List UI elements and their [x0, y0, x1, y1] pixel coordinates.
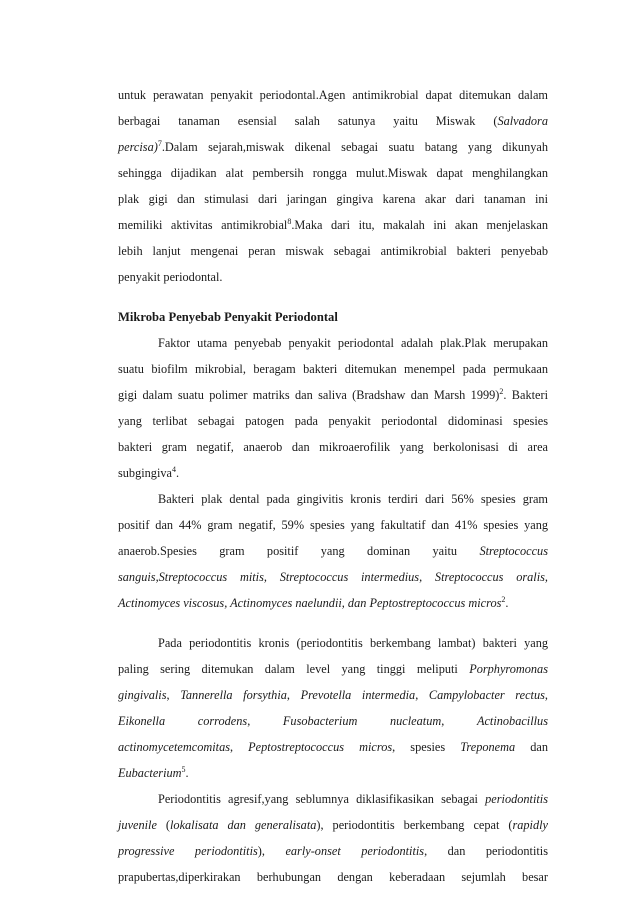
italic-text: Actinomyces viscosus, Actinomyces naelundii, dan Peptostreptococcus micros: [118, 596, 502, 610]
text-segment: ),: [257, 844, 286, 858]
text-segment: dan: [515, 740, 548, 754]
text-segment: ,: [415, 688, 429, 702]
italic-text: percisa): [118, 140, 158, 154]
italic-text: actinomycetemcomitas: [118, 740, 230, 754]
italic-text: Eubacterium: [118, 766, 182, 780]
para2-line: suatu biofilm mikrobial, beragam bakteri ditemukan menempel pada permukaan: [118, 362, 548, 376]
text-segment: anaerob.Spesies gram positif yang dominan yaitu: [118, 544, 480, 558]
italic-text: Actinobacillus: [476, 714, 548, 728]
text-segment: subgingiva: [118, 466, 172, 480]
text-segment: ,: [247, 714, 283, 728]
text-segment: paling sering ditemukan dalam level yang tinggi meliputi: [118, 662, 470, 676]
text-segment: ,: [230, 740, 249, 754]
text-segment: berbagai tanaman esensial salah satunya yaitu Miswak (: [118, 114, 498, 128]
italic-text: Streptococcus: [479, 544, 548, 558]
para4-line: [118, 760, 548, 786]
text-segment: ,: [286, 688, 301, 702]
para3-line: [118, 538, 548, 564]
text-segment: Pada periodontitis kronis (periodontitis berkembang lambat) bakteri yang: [158, 636, 548, 650]
italic-text: periodontitis: [485, 792, 548, 806]
para5-line: [118, 838, 548, 864]
italic-text: progressive periodontitis: [118, 844, 258, 858]
text-segment: , spesies: [392, 740, 461, 754]
para1-line: untuk perawatan penyakit periodontal.Agen antimikrobial dapat ditemukan dalam: [118, 88, 548, 102]
para3-line: positif dan 44% gram negatif, 59% spesies yang fakultatif dan 41% spesies yang: [118, 518, 548, 532]
text-segment: .: [185, 766, 189, 780]
document-page: [118, 82, 548, 890]
para4-line: [118, 630, 548, 656]
citation-superscript: 8: [287, 217, 292, 226]
italic-text: Tannerella forsythia: [180, 688, 287, 702]
italic-text: Salvadora: [497, 114, 548, 128]
text-segment: gigi dalam suatu polimer matriks dan saliva (Bradshaw dan Marsh 1999): [118, 388, 500, 402]
para1-line: penyakit periodontal.: [118, 270, 223, 284]
para4-line: [118, 734, 548, 760]
citation-superscript: 2: [501, 595, 506, 604]
italic-text: sanguis,Streptococcus mitis, Streptococcus intermedius, Streptococcus oralis,: [118, 570, 548, 584]
italic-text: gingivalis: [118, 688, 167, 702]
text-segment: ,: [441, 714, 477, 728]
italic-text: early-onset periodontitis: [285, 844, 425, 858]
para3-line: [118, 564, 548, 590]
para1-line: [118, 134, 548, 160]
text-segment: .: [175, 466, 180, 480]
italic-text: rapidly: [512, 818, 548, 832]
section-heading: Mikroba Penyebab Penyakit Periodontal: [118, 310, 338, 324]
para1-line: sehingga dijadikan alat pembersih rongga mulut.Miswak dapat menghilangkan: [118, 166, 548, 180]
text-segment: .: [505, 596, 509, 610]
para2-line: bakteri gram negatif, anaerob dan mikroaerofilik yang berkolonisasi di area: [118, 440, 548, 454]
citation-superscript: 7: [157, 139, 162, 148]
italic-text: Prevotella intermedia: [300, 688, 416, 702]
italic-text: Treponema: [460, 740, 516, 754]
para4-line: [118, 656, 548, 682]
italic-text: lokalisata dan generalisata: [170, 818, 317, 832]
italic-text: Campylobacter rectus: [428, 688, 545, 702]
para2-line: [118, 460, 548, 486]
para1-line: plak gigi dan stimulasi dari jaringan gingiva karena akar dari tanaman ini: [118, 192, 548, 206]
para2-line: yang terlibat sebagai patogen pada penyakit periodontal didominasi spesies: [118, 414, 548, 428]
citation-superscript: 2: [499, 387, 504, 396]
para2-line: [118, 382, 548, 408]
para2-line: Faktor utama penyebab penyakit periodontal adalah plak.Plak merupakan: [158, 336, 548, 350]
citation-superscript: 4: [171, 465, 176, 474]
italic-text: Peptostreptococcus micros: [248, 740, 393, 754]
text-segment: .Maka dari itu, makalah ini akan menjelaskan: [291, 218, 549, 232]
text-segment: ,: [166, 688, 181, 702]
italic-text: Fusobacterium nucleatum: [282, 714, 442, 728]
text-segment: (: [156, 818, 170, 832]
paragraph-gap: [118, 290, 548, 304]
para5-line: [118, 812, 548, 838]
italic-text: Porphyromonas: [469, 662, 548, 676]
italic-text: Eikonella corrodens: [118, 714, 248, 728]
para4-line: [118, 682, 548, 708]
para5-line: prapubertas,diperkirakan berhubungan dengan keberadaan sejumlah besar: [118, 870, 548, 884]
para3-line: [118, 590, 548, 616]
para1-line: lebih lanjut mengenai peran miswak sebagai antimikrobial bakteri penyebab: [118, 244, 548, 258]
paragraph-gap: [118, 616, 548, 630]
text-segment: ,: [544, 688, 548, 702]
para1-line: [118, 108, 548, 134]
citation-superscript: 5: [181, 765, 186, 774]
text-segment: , dan periodontitis: [424, 844, 548, 858]
text-segment: Periodontitis agresif,yang seblumnya diklasifikasikan sebagai: [158, 792, 486, 806]
text-segment: ), periodontitis berkembang cepat (: [316, 818, 513, 832]
text-segment: .Dalam sejarah,miswak dikenal sebagai suatu batang yang dikunyah: [161, 140, 548, 154]
text-segment: . Bakteri: [503, 388, 548, 402]
para3-line: Bakteri plak dental pada gingivitis kronis terdiri dari 56% spesies gram: [158, 492, 548, 506]
para1-line: [118, 212, 548, 238]
text-segment: memiliki aktivitas antimikrobial: [118, 218, 288, 232]
para5-line: [118, 786, 548, 812]
italic-text: juvenile: [118, 818, 157, 832]
para4-line: [118, 708, 548, 734]
